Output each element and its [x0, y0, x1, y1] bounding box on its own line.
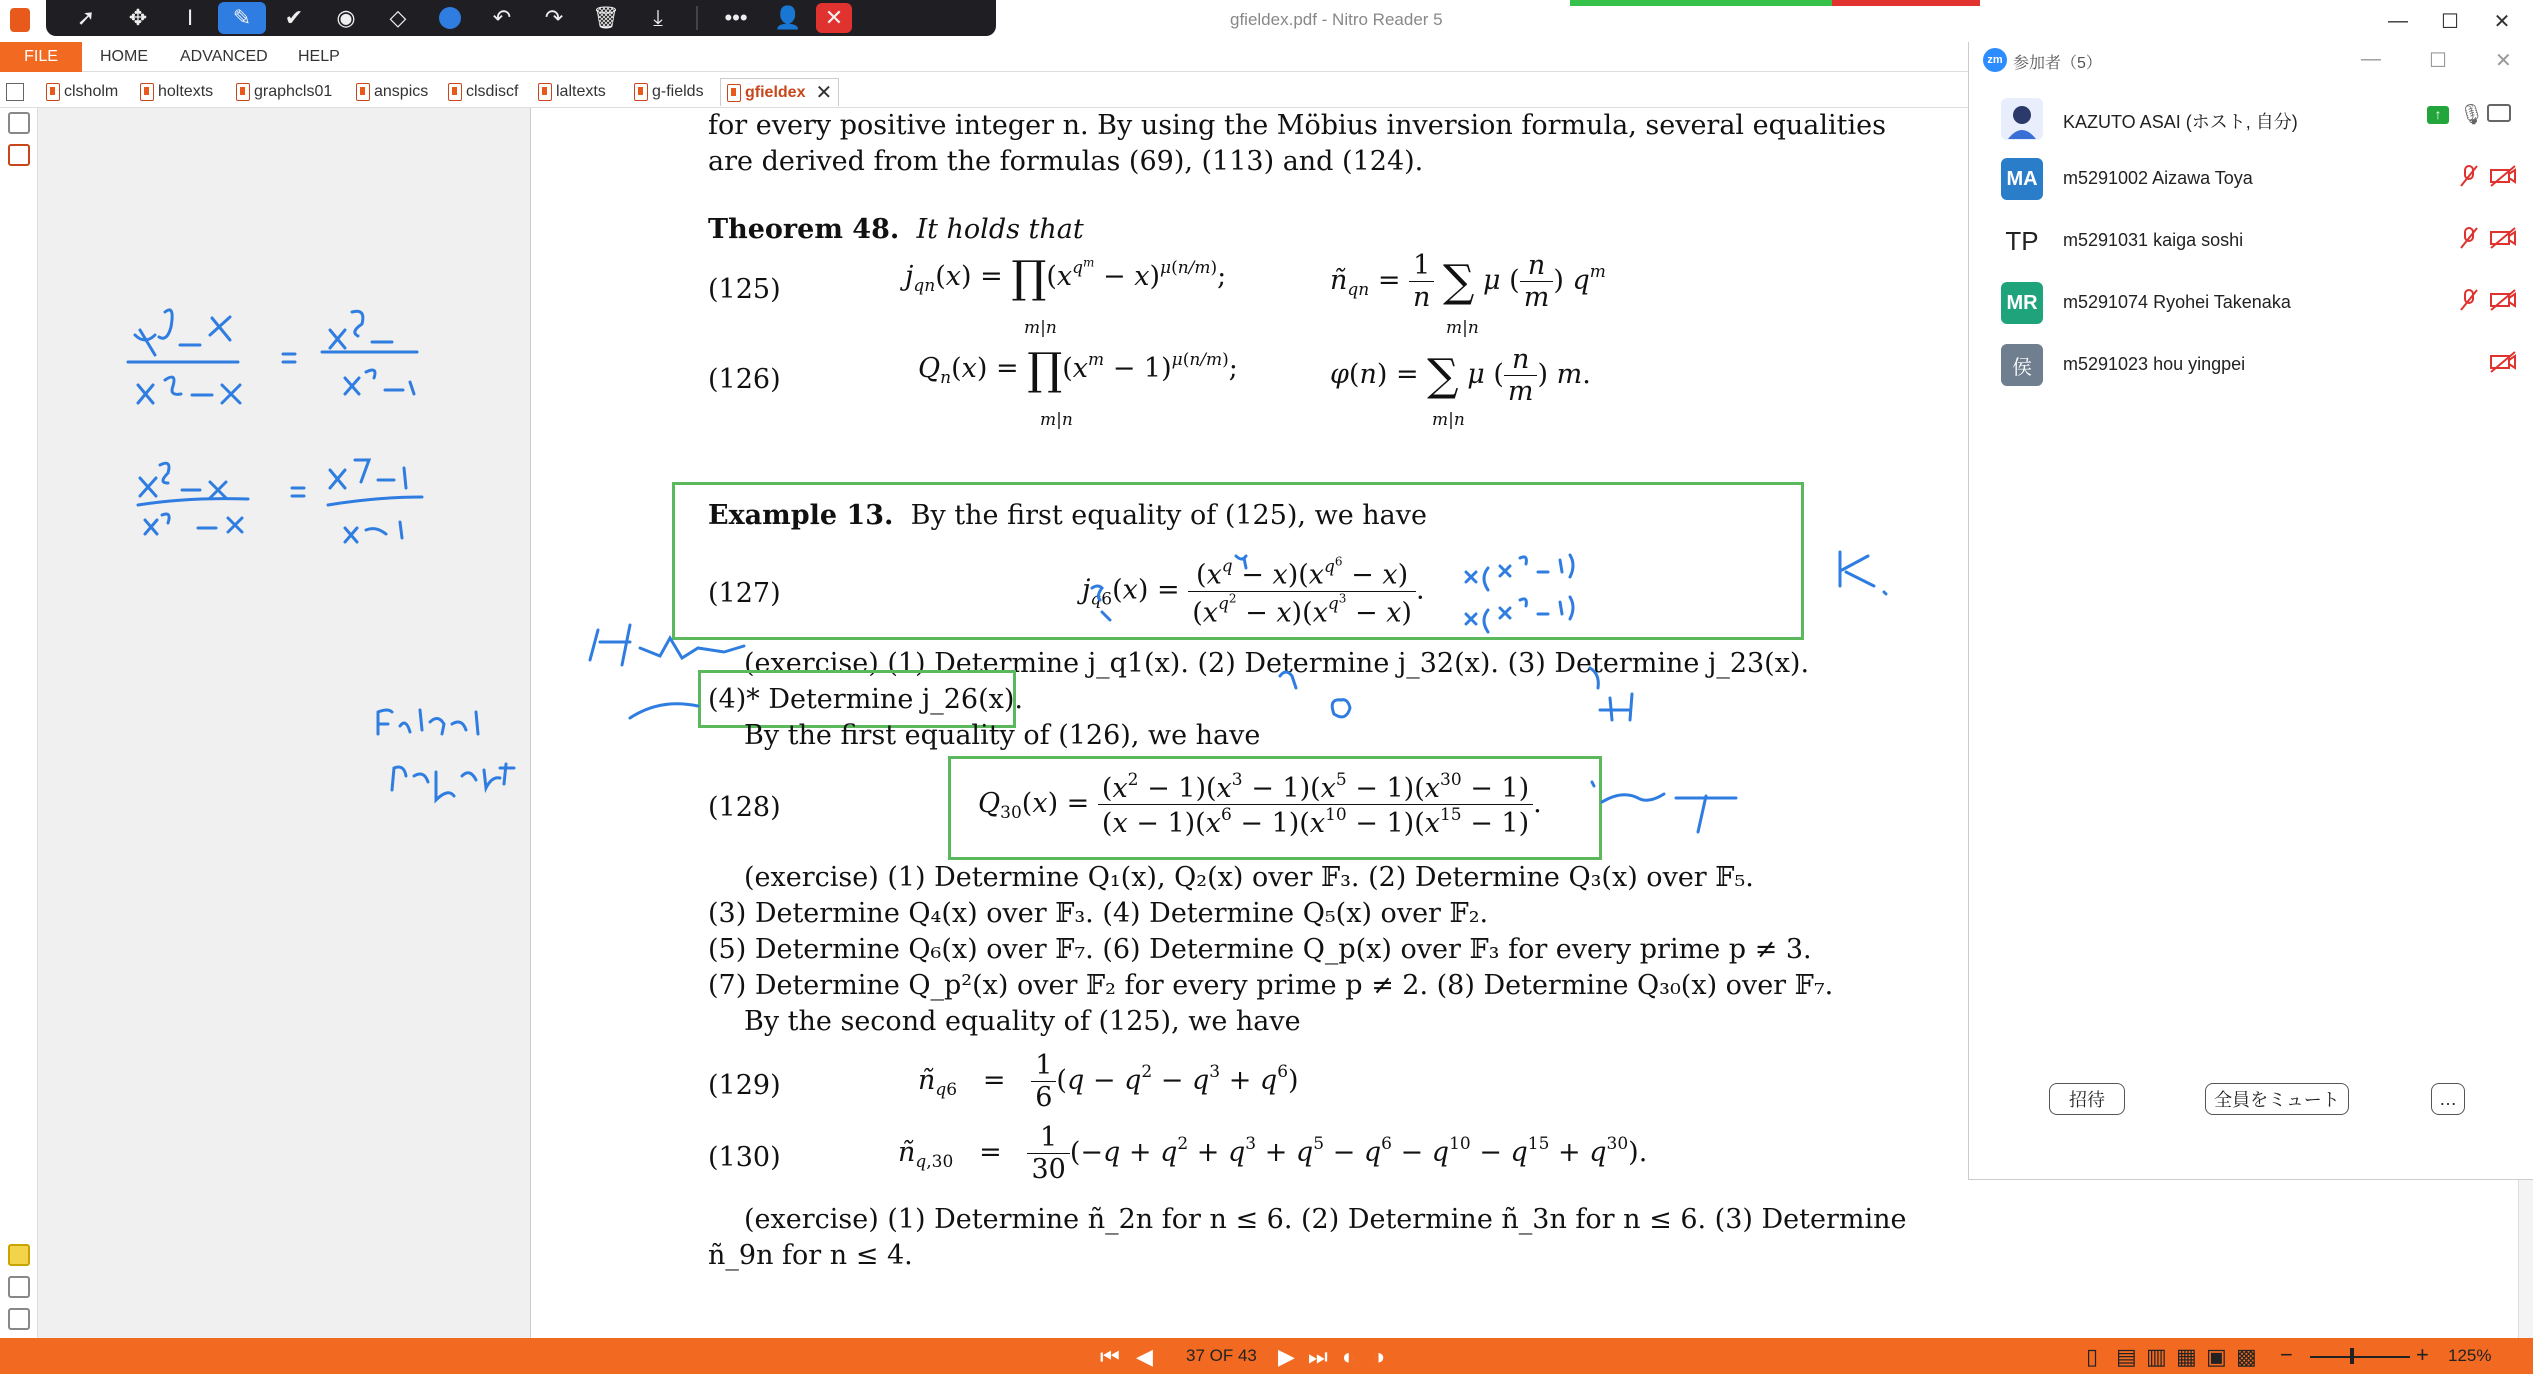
eq-127: $j_{q6}(x)$ = $\frac{(x^q - x)(x^{q^6} - x)}{(x^{q^2} - x)(x^{q^3} - x)}$ . [1082, 554, 1425, 629]
next-page-icon[interactable]: ▶ [1278, 1344, 1295, 1369]
pen-icon[interactable]: ✎ [218, 2, 266, 34]
participant-name: KAZUTO ASAI (ホスト, 自分) [2063, 112, 2298, 132]
avatar [2001, 98, 2043, 140]
exercise-2-line-1: (exercise) (1) Determine Q₁(x), Q₂(x) over 𝔽₃. (2) Determine Q₃(x) over 𝔽₅. [744, 862, 1754, 893]
tab-anspics[interactable]: anspics [356, 78, 428, 106]
pdf-file-icon [236, 83, 250, 101]
menu-bar [0, 42, 1968, 72]
maximize-button[interactable]: ☐ [2441, 10, 2459, 33]
progress-bar-green [1570, 0, 1832, 6]
save-icon[interactable]: ⤓ [653, 5, 663, 30]
exercise-3-line-2: ñ_9n for n ≤ 4. [708, 1240, 913, 1271]
eq-128-number: (128) [708, 792, 781, 823]
comments-icon[interactable] [8, 1244, 30, 1266]
close-annotation-icon[interactable]: ✕ [816, 3, 852, 33]
exercise-1-star: (4)* Determine j_26(x). [708, 684, 1023, 715]
close-window-button[interactable]: ✕ [2493, 10, 2511, 33]
tab-gfieldex[interactable]: gfieldex ✕ [720, 78, 839, 106]
layers-icon[interactable] [8, 1308, 30, 1330]
eraser-icon[interactable]: ◇ [389, 5, 407, 30]
eq-125-number: (125) [708, 274, 781, 305]
zoom-out-icon[interactable]: − [2280, 1342, 2293, 1367]
tab-g-fields[interactable]: g-fields [634, 78, 704, 106]
example-heading: Example 13. By the first equality of (125), we have [708, 500, 1427, 531]
zoom-slider[interactable] [2310, 1356, 2410, 1358]
participant-row-kaiga[interactable] [1969, 212, 2533, 268]
prev-page-icon[interactable]: ◀ [1136, 1344, 1153, 1369]
panel-toggle-icon[interactable] [6, 78, 24, 106]
share-screen-icon[interactable]: ↑ [2427, 106, 2449, 124]
exercise-3-line-1: (exercise) (1) Determine ñ_2n for n ≤ 6. (2) Determine ñ_3n for n ≤ 6. (3) Determine [744, 1204, 1907, 1235]
pdf-file-icon [448, 83, 462, 101]
avatar: MA [2001, 158, 2043, 200]
participant-row-host[interactable] [1969, 90, 2533, 146]
mic-icon[interactable]: 🎙 [2459, 104, 2485, 126]
more-icon[interactable]: ••• [724, 5, 748, 30]
file-menu-button[interactable]: FILE [0, 42, 82, 72]
tab-holtexts[interactable]: holtexts [140, 78, 213, 106]
pdf-file-icon [46, 83, 60, 101]
participant-row-aizawa[interactable] [1969, 150, 2533, 206]
text-cursor-icon[interactable]: I [186, 5, 194, 30]
left-sidebar [0, 108, 38, 1338]
minimize-panel-icon[interactable]: — [2361, 48, 2381, 70]
zoom-logo-icon: zm [1983, 48, 2007, 72]
menu-home[interactable]: HOME [100, 48, 148, 65]
first-page-icon[interactable]: ⏮ [1100, 1344, 1120, 1369]
exercise-2-line-4: (7) Determine Q_p²(x) over 𝔽₂ for every prime p ≠ 2. (8) Determine Q₃₀(x) over 𝔽₇. [708, 970, 1834, 1001]
participant-name: m5291023 hou yingpei [2063, 354, 2246, 374]
color-picker-icon[interactable] [426, 2, 474, 34]
back-view-icon[interactable]: ◐ [1342, 1344, 1356, 1369]
fit-width-icon[interactable]: ▩ [2236, 1344, 2257, 1369]
menu-advanced[interactable]: ADVANCED [180, 48, 268, 65]
participant-row-takenaka[interactable] [1969, 274, 2533, 330]
avatar: TP [2001, 220, 2043, 262]
invite-button[interactable]: 招待 [2049, 1083, 2125, 1115]
pdf-file-icon [727, 84, 741, 102]
status-bar [0, 1338, 2533, 1374]
eq-125-sum-index: m|n [1446, 318, 1479, 338]
eq-126-right: φ(n) = ∑ μ ( $\frac{n}{m}$ ) m. [1330, 344, 1591, 407]
pointer-icon[interactable]: ➚ [76, 5, 96, 30]
spotlight-icon[interactable]: ◉ [336, 5, 356, 30]
intro-line-1: for every positive integer n. By using the Möbius inversion formula, several equalities [708, 110, 1886, 141]
participant-row-hou[interactable] [1969, 336, 2533, 392]
last-page-icon[interactable]: ⏭ [1308, 1344, 1328, 1369]
redo-icon[interactable]: ↷ [544, 5, 564, 30]
maximize-panel-icon[interactable]: ☐ [2429, 50, 2447, 72]
tab-clsholm[interactable]: clsholm [46, 78, 118, 106]
minimize-button[interactable]: — [2388, 9, 2408, 32]
user-icon[interactable]: 👤 [774, 5, 802, 30]
exercise-1: (exercise) (1) Determine j_q1(x). (2) Determine j_32(x). (3) Determine j_23(x). [744, 648, 1810, 679]
mic-muted-icon[interactable] [2457, 164, 2481, 188]
undo-icon[interactable]: ↶ [492, 5, 512, 30]
zoom-level: 125% [2448, 1346, 2492, 1365]
mic-muted-icon[interactable] [2457, 288, 2481, 312]
eq-128: $Q_{30}(x)$ = $\frac{(x^2 - 1)(x^3 - 1)(x^5 - 1)(x^{30} - 1)}{(x - 1)(x^6 - 1)(x^{10} - 1)(x^{15} - 1)}$ . [978, 770, 1542, 839]
tab-laltexts[interactable]: laltexts [538, 78, 606, 106]
participant-name: m5291031 kaiga soshi [2063, 230, 2244, 250]
continuous-view-icon[interactable]: ▤ [2116, 1344, 2137, 1369]
window-title: gfieldex.pdf - Nitro Reader 5 [1230, 10, 1443, 29]
move-icon[interactable]: ✥ [128, 5, 148, 30]
pdf-file-icon [140, 83, 154, 101]
mic-muted-icon[interactable] [2457, 226, 2481, 250]
exercise-2-line-3: (5) Determine Q₆(x) over 𝔽₇. (6) Determine Q_p(x) over 𝔽₃ for every prime p ≠ 3. [708, 934, 1812, 965]
eq-130: $ñ_{q,30}$ = $\frac{1}{30}$ $(-q + q^2 + q^3 + q^5 - q^6 - q^{10} - q^{15} + q^{30})$. [898, 1122, 1648, 1185]
pdf-file-icon [538, 83, 552, 101]
camera-icon[interactable] [2487, 104, 2511, 122]
avatar: MR [2001, 282, 2043, 324]
nitro-logo-icon [10, 8, 30, 32]
intro-line-2: are derived from the formulas (69), (113) and (124). [708, 146, 1424, 177]
participant-name: m5291002 Aizawa Toya [2063, 168, 2253, 188]
eq-130-number: (130) [708, 1142, 781, 1173]
tab-graphcls01[interactable]: graphcls01 [236, 78, 332, 106]
eq-126-number: (126) [708, 364, 781, 395]
third-intro: By the second equality of (125), we have [744, 1006, 1301, 1037]
eq-125-left: $j_{qn}(x)$ = $\prod(x^{q^m} - x)^{\mu(n/m)}$; [905, 252, 1227, 303]
theorem-heading: Theorem 48. It holds that [708, 214, 1084, 245]
eq-127-number: (127) [708, 578, 781, 609]
zoom-in-icon[interactable]: + [2416, 1342, 2429, 1367]
eq-125-right: $ñ_{qn}$ = $\frac{1}{n}$ ∑ μ ( $\frac{n}{m}$ ) $q^m$ [1330, 250, 1606, 313]
participant-name: m5291074 Ryohei Takenaka [2063, 292, 2291, 312]
camera-off-icon[interactable] [2489, 164, 2517, 188]
eq-126-sum-index: m|n [1432, 410, 1465, 430]
exercise-2-line-2: (3) Determine Q₄(x) over 𝔽₃. (4) Determine Q₅(x) over 𝔽₂. [708, 898, 1489, 929]
camera-off-icon[interactable] [2489, 226, 2517, 250]
vertical-scrollbar[interactable] [2518, 1180, 2533, 1338]
mute-all-button[interactable]: 全員をミュート [2205, 1083, 2349, 1115]
close-tab-icon[interactable]: ✕ [815, 82, 833, 104]
avatar: 侯 [2001, 344, 2043, 386]
participants-title: 参加者（5） [2013, 55, 2102, 72]
annotation-toolbar [46, 0, 996, 36]
camera-off-icon[interactable] [2489, 350, 2517, 374]
bookmarks-icon[interactable] [8, 144, 30, 166]
progress-bar-red [1832, 0, 1980, 6]
close-panel-icon[interactable]: ✕ [2495, 50, 2512, 72]
pages-icon[interactable] [8, 112, 30, 134]
attachments-icon[interactable] [8, 1276, 30, 1298]
trash-icon[interactable]: 🗑 [592, 5, 620, 30]
check-icon[interactable]: ✔ [284, 5, 304, 30]
eq-129: $ñ_{q6}$ = $\frac{1}{6}$ $(q - q^2 - q^3 + q^6)$ [918, 1050, 1299, 1113]
fit-page-icon[interactable]: ▣ [2206, 1344, 2227, 1369]
page-indicator: 37 OF 43 [1186, 1346, 1257, 1365]
zoom-slider-handle[interactable] [2350, 1348, 2354, 1364]
tab-clsdiscf[interactable]: clsdiscf [448, 78, 518, 106]
forward-view-icon[interactable]: ◑ [1372, 1344, 1386, 1369]
toolbar-divider [696, 6, 698, 30]
camera-off-icon[interactable] [2489, 288, 2517, 312]
more-options-button[interactable]: … [2431, 1083, 2465, 1115]
pdf-file-icon [356, 83, 370, 101]
eq-126-left: $Q_n(x)$ = $\prod(x^m - 1)^{\mu(n/m)}$; [918, 344, 1238, 395]
eq-126-index: m|n [1040, 410, 1073, 430]
facing-continuous-view-icon[interactable]: ▦ [2176, 1344, 2197, 1369]
eq-125-index: m|n [1024, 318, 1057, 338]
participants-header [1969, 42, 2533, 78]
participants-panel [1968, 42, 2533, 1180]
single-page-view-icon[interactable]: ▯ [2086, 1344, 2099, 1369]
second-intro: By the first equality of (126), we have [744, 720, 1261, 751]
menu-help[interactable]: HELP [298, 48, 340, 65]
eq-129-number: (129) [708, 1070, 781, 1101]
document-tabs [0, 72, 1968, 108]
facing-view-icon[interactable]: ▥ [2146, 1344, 2167, 1369]
pdf-file-icon [634, 83, 648, 101]
